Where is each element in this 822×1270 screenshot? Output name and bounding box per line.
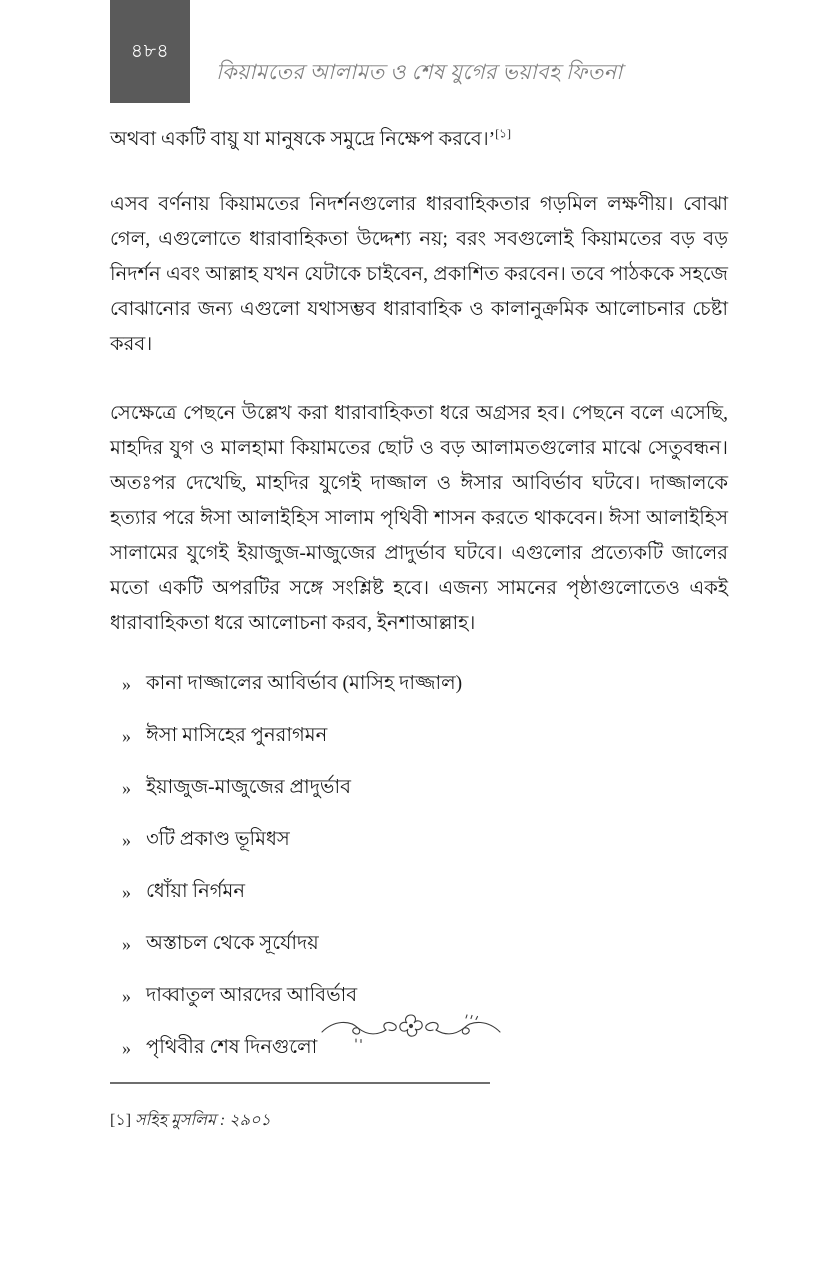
paragraph-two: এসব বর্ণনায় কিয়ামতের নিদর্শনগুলোর ধারবাহিকতার গড়মিল লক্ষণীয়। বোঝা গেল, এগুলোতে ধারাবাহিকতা উদ্দেশ্য নয়; বরং সবগুলোই কিয়ামতের বড় বড় নিদর্শন এবং আল্লাহ যখন যেটাকে চাইবেন, প্রকাশিত করবেন। তবে পাঠককে সহজে বোঝানোর জন্য এগুলো যথাসম্ভব ধারাবাহিক ও কালানুক্রমিক আলোচনার চেষ্টা করব। [110, 194, 728, 355]
flower-center [409, 1024, 413, 1028]
list-item-label: অস্তাচল থেকে সূর্যোদয় [146, 933, 319, 954]
list-item-label: ঈসা মাসিহের পুনরাগমন [146, 725, 328, 746]
footnote-reference-marker[interactable]: [১] [495, 126, 511, 141]
page-header [0, 0, 822, 104]
bullet-guillemet-icon: » [122, 986, 131, 1006]
bullet-guillemet-icon: » [122, 674, 131, 694]
page-content [110, 122, 728, 1085]
list-item [110, 825, 728, 855]
list-item [110, 877, 728, 907]
list-item [110, 721, 728, 751]
page-number: ৪৮৪ [130, 41, 170, 62]
footnote-separator-rule [110, 1082, 490, 1084]
bullet-guillemet-icon: » [122, 1038, 131, 1058]
footnote-number: [১] [110, 1112, 132, 1129]
list-item-label: দাব্বাতুল আরদের আবির্ভাব [146, 985, 358, 1006]
list-item [110, 669, 728, 699]
list-item-label: ইয়াজুজ-মাজুজের প্রাদুর্ভাব [146, 777, 351, 798]
list-item-label: ধোঁয়া নির্গমন [146, 881, 245, 902]
ornament-container [0, 1002, 822, 1054]
paragraph-lead [110, 122, 728, 157]
list-item-label: কানা দাজ্জালের আবির্ভাব (মাসিহ দাজ্জাল) [146, 673, 463, 694]
bullet-guillemet-icon: » [122, 726, 131, 746]
paragraph-three: সেক্ষেত্রে পেছনে উল্লেখ করা ধারাবাহিকতা ধরে অগ্রসর হব। পেছনে বলে এসেছি, মাহদির যুগ ও মালহামা কিয়ামতের ছোট ও বড় আলামতগুলোর মাঝে সেতুবন্ধন। অতঃপর দেখেছি, মাহদির যুগেই দাজ্জাল ও ঈসার আবির্ভাব ঘটবে। দাজ্জালকে হত্যার পরে ঈসা আলাইহিস সালাম পৃথিবী শাসন করতে থাকবেন। ঈসা আলাইহিস সালামের যুগেই ইয়াজুজ-মাজুজের প্রাদুর্ভাব ঘটবে। এগুলোর প্রত্যেকটি জালের মতো একটি অপরটির সঙ্গে সংশ্লিষ্ট হবে। এজন্য সামনের পৃষ্ঠাগুলোতেও একই ধারাবাহিকতা ধরে আলোচনা করব, ইনশাআল্লাহ। [110, 403, 729, 634]
bullet-guillemet-icon: » [122, 830, 131, 850]
footnote-source-text: সহিহ মুসলিম : ২৯০১ [135, 1112, 271, 1129]
folio-box [110, 0, 190, 103]
bullet-guillemet-icon: » [122, 882, 131, 902]
list-item-label: পৃথিবীর শেষ দিনগুলো [146, 1037, 318, 1058]
floral-flourish-divider-icon [316, 1002, 506, 1054]
running-header-title: কিয়ামতের আলামত ও শেষ যুগের ভয়াবহ ফিতনা [216, 60, 623, 84]
bullet-guillemet-icon: » [122, 778, 131, 798]
paragraph-lead-text: অথবা একটি বায়ু যা মানুষকে সমুদ্রে নিক্ষেপ করবে।’ [110, 129, 496, 150]
list-item [110, 773, 728, 803]
list-item-label: ৩টি প্রকাণ্ড ভূমিধস [146, 829, 290, 850]
footnote-area [110, 1082, 728, 1132]
list-item [110, 929, 728, 959]
bullet-guillemet-icon: » [122, 934, 131, 954]
footnote-entry [110, 1110, 728, 1132]
